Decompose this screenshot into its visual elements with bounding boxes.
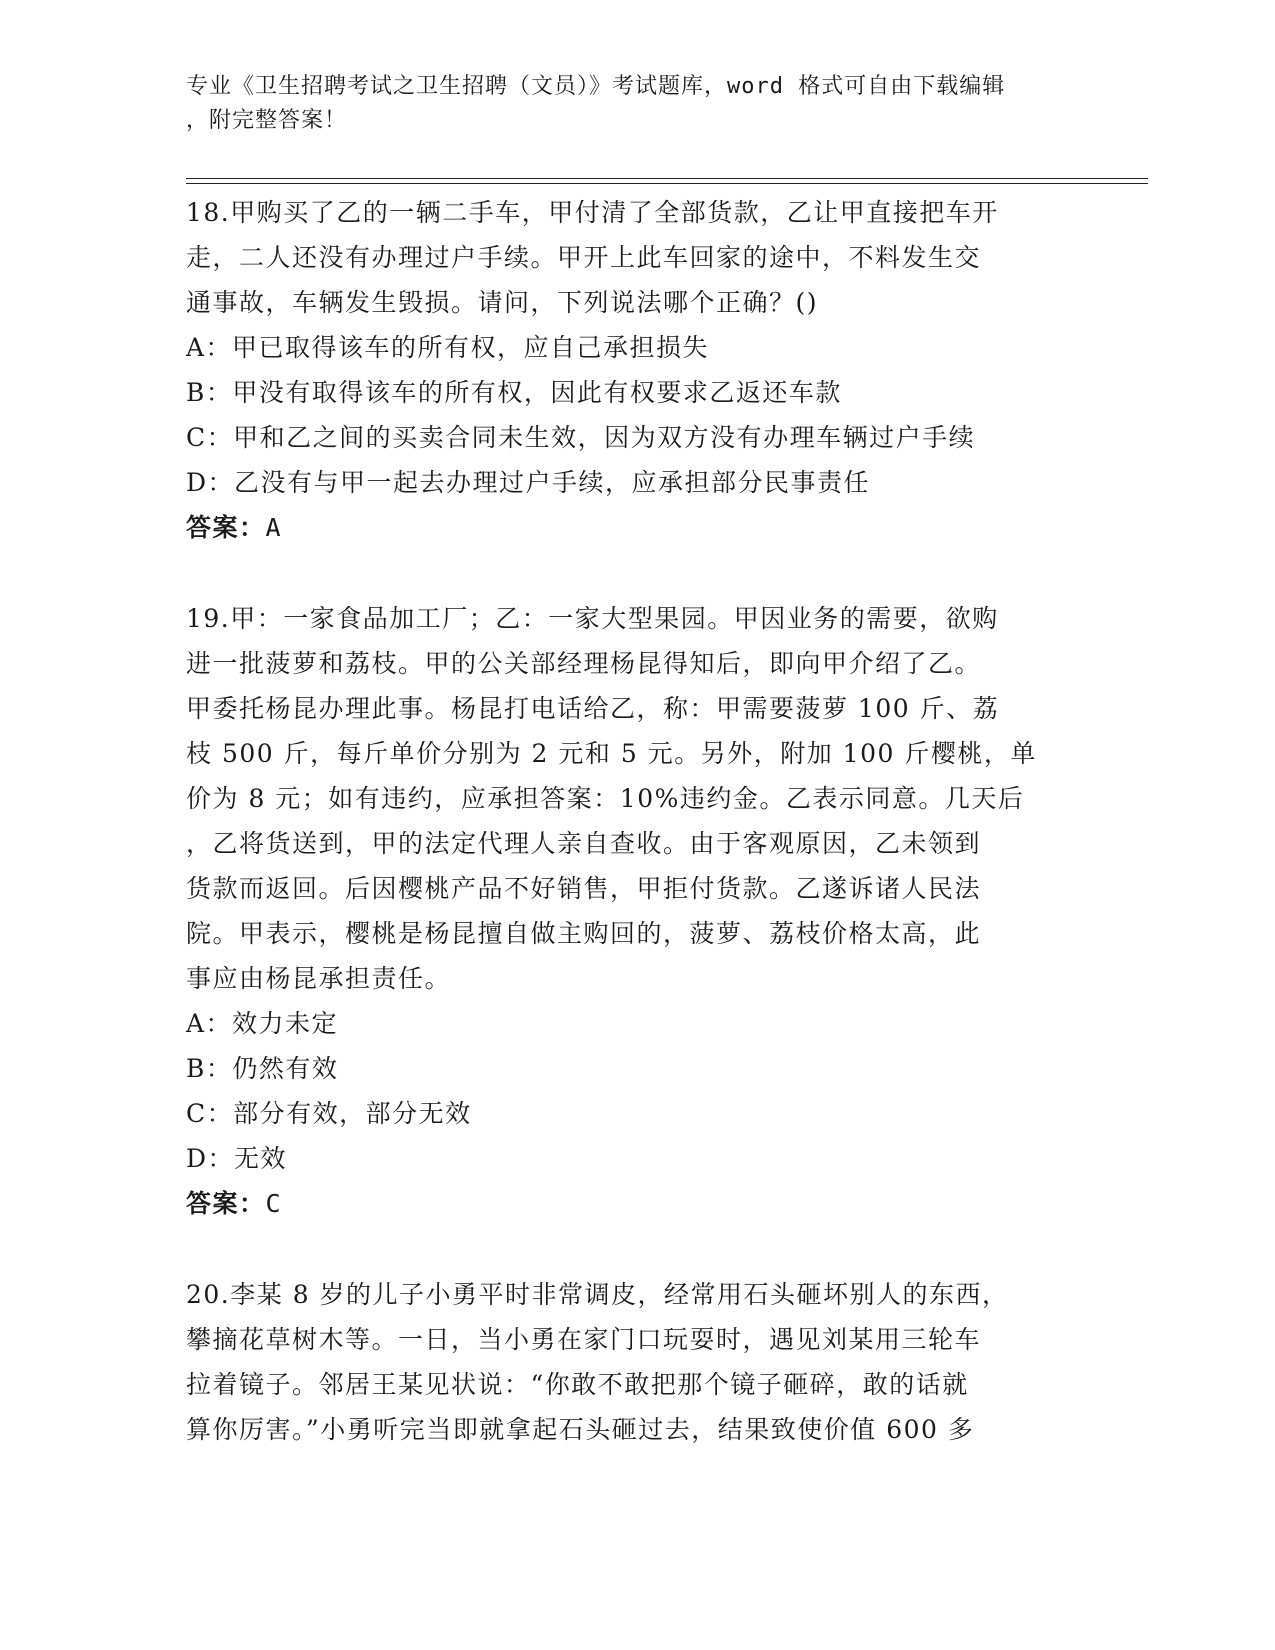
answer-line xyxy=(186,1181,1086,1226)
question-text-line: 枝 500 斤，每斤单价分别为 2 元和 5 元。另外，附加 100 斤樱桃，单 xyxy=(186,739,1037,768)
question-text-line: 甲委托杨昆办理此事。杨昆打电话给乙，称：甲需要菠萝 100 斤、荔 xyxy=(186,694,1000,723)
question-text-line: 价为 8 元；如有违约，应承担答案：10%违约金。乙表示同意。几天后 xyxy=(186,784,1025,813)
question-20 xyxy=(186,1272,1086,1452)
question-list xyxy=(186,190,1086,1452)
question-text-line: 通事故，车辆发生毁损。请问，下列说法哪个正确？() xyxy=(186,288,819,317)
header-line-2: ，附完整答案！ xyxy=(186,108,348,133)
option-d: D：无效 xyxy=(186,1144,288,1173)
answer-value: C xyxy=(265,1189,283,1218)
question-text-line: 19.甲：一家食品加工厂；乙：一家大型果园。甲因业务的需要，欲购 xyxy=(186,604,999,633)
option-c: C：部分有效，部分无效 xyxy=(186,1099,472,1128)
question-text-line: ，乙将货送到，甲的法定代理人亲自查收。由于客观原因，乙未领到 xyxy=(186,829,982,858)
question-text-line: 拉着镜子。邻居王某见状说：“你敢不敢把那个镜子砸碎，敢的话就 xyxy=(186,1370,969,1399)
question-18 xyxy=(186,190,1086,550)
answer-label: 答案： xyxy=(186,1189,266,1218)
header-divider-bottom xyxy=(186,183,1148,184)
question-text-line: 货款而返回。后因樱桃产品不好销售，甲拒付货款。乙遂诉诸人民法 xyxy=(186,874,982,903)
question-text-line: 算你厉害。”小勇听完当即就拿起石头砸过去，结果致使价值 600 多 xyxy=(186,1415,975,1444)
option-b: B：仍然有效 xyxy=(186,1054,339,1083)
option-d: D：乙没有与甲一起去办理过户手续，应承担部分民事责任 xyxy=(186,468,871,497)
answer-line xyxy=(186,505,1086,550)
option-a: A：效力未定 xyxy=(186,1009,339,1038)
question-text-line: 事应由杨昆承担责任。 xyxy=(186,964,452,993)
header-divider-top xyxy=(186,178,1148,179)
answer-value: A xyxy=(265,513,283,542)
question-text-line: 进一批菠萝和荔枝。甲的公关部经理杨昆得知后，即向甲介绍了乙。 xyxy=(186,649,982,678)
question-text-line: 18.甲购买了乙的一辆二手车，甲付清了全部货款，乙让甲直接把车开 xyxy=(186,198,999,227)
question-text-line: 院。甲表示，樱桃是杨昆擅自做主购回的，菠萝、荔枝价格太高，此 xyxy=(186,919,982,948)
answer-label: 答案： xyxy=(186,513,266,542)
question-text-line: 走，二人还没有办理过户手续。甲开上此车回家的途中，不料发生交 xyxy=(186,243,982,272)
question-text-line: 20.李某 8 岁的儿子小勇平时非常调皮，经常用石头砸坏别人的东西， xyxy=(186,1280,1009,1309)
question-spacer xyxy=(186,550,1086,596)
option-c: C：甲和乙之间的买卖合同未生效，因为双方没有办理车辆过户手续 xyxy=(186,423,976,452)
question-spacer xyxy=(186,1226,1086,1272)
question-19 xyxy=(186,596,1086,1226)
option-a: A：甲已取得该车的所有权，应自己承担损失 xyxy=(186,333,710,362)
question-text-line: 攀摘花草树木等。一日，当小勇在家门口玩耍时，遇见刘某用三轮车 xyxy=(186,1325,982,1354)
option-b: B：甲没有取得该车的所有权，因此有权要求乙返还车款 xyxy=(186,378,842,407)
header-line-1: 专业《卫生招聘考试之卫生招聘（文员）》考试题库，word 格式可自由下载编辑 xyxy=(186,74,1006,99)
page-header xyxy=(186,70,1066,138)
